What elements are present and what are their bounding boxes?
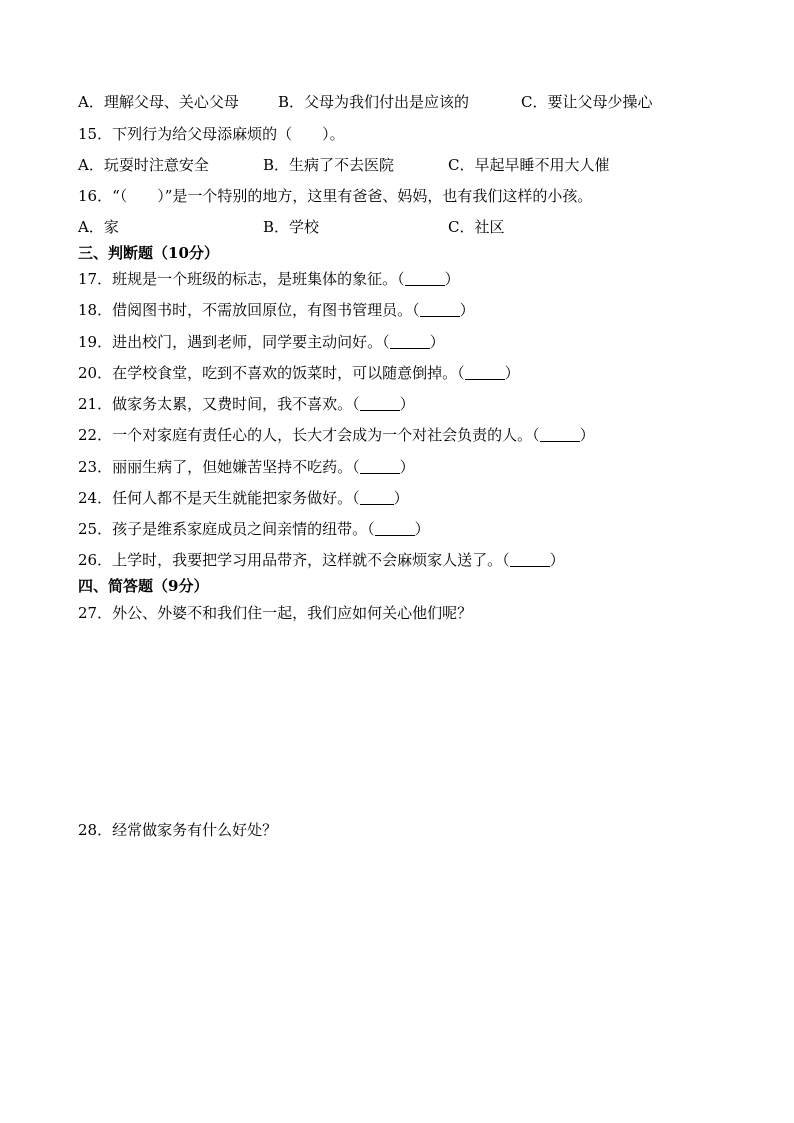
question-16-stem: 16．“（ ）”是一个特别的地方，这里有爸爸、妈妈，也有我们这样的小孩。	[78, 187, 593, 205]
section-4-title: 四、简答题（9分）	[78, 577, 209, 595]
item-text: 24．任何人都不是天生就能把家务做好。（	[78, 489, 360, 507]
answer-blank[interactable]	[405, 271, 445, 286]
item-text: 20．在学校食堂，吃到不喜欢的饭菜时，可以随意倒掉。（	[78, 364, 465, 382]
item-end: ）	[459, 301, 475, 319]
item-end: ）	[414, 520, 430, 538]
item-text: 22．一个对家庭有责任心的人，长大才会成为一个对社会负责的人。（	[78, 426, 540, 444]
item-text: 23．丽丽生病了，但她嫌苦坚持不吃药。（	[78, 458, 360, 476]
judgment-item-18	[78, 300, 475, 320]
item-end: ）	[429, 333, 445, 351]
option-c: C．早起早睡不用大人催	[448, 156, 610, 174]
judgment-item-21	[78, 394, 415, 414]
answer-blank[interactable]	[540, 427, 580, 442]
item-end: ）	[504, 364, 520, 382]
judgment-item-20	[78, 363, 520, 383]
item-end: ）	[399, 395, 415, 413]
answer-blank[interactable]	[360, 490, 394, 505]
item-text: 18．借阅图书时，不需放回原位，有图书管理员。（	[78, 301, 420, 319]
option-a: A．理解父母、关心父母	[78, 93, 239, 111]
option-a: A．家	[78, 218, 119, 236]
answer-blank[interactable]	[360, 396, 400, 411]
option-c: C．要让父母少操心	[521, 93, 653, 111]
item-text: 21．做家务太累，又费时间，我不喜欢。（	[78, 395, 360, 413]
option-b: B．学校	[263, 218, 320, 236]
judgment-item-22	[78, 425, 595, 445]
question-27: 27．外公、外婆不和我们住一起，我们应如何关心他们呢？	[78, 604, 473, 622]
answer-blank[interactable]	[510, 552, 550, 567]
item-text: 19．进出校门，遇到老师，同学要主动问好。（	[78, 333, 390, 351]
answer-blank[interactable]	[375, 521, 415, 536]
item-end: ）	[393, 489, 409, 507]
item-text: 26．上学时，我要把学习用品带齐，这样就不会麻烦家人送了。（	[78, 551, 510, 569]
option-b: B．生病了不去医院	[263, 156, 395, 174]
answer-blank[interactable]	[390, 334, 430, 349]
item-end: ）	[579, 426, 595, 444]
judgment-item-24	[78, 488, 409, 508]
judgment-item-25	[78, 519, 430, 539]
section-3-title: 三、判断题（10分）	[78, 244, 219, 262]
judgment-item-23	[78, 457, 415, 477]
option-a: A．玩耍时注意安全	[78, 156, 209, 174]
judgment-item-17	[78, 269, 460, 289]
option-b: B．父母为我们付出是应该的	[278, 93, 470, 111]
item-end: ）	[549, 551, 565, 569]
answer-blank[interactable]	[420, 302, 460, 317]
judgment-item-19	[78, 332, 445, 352]
item-text: 25．孩子是维系家庭成员之间亲情的纽带。（	[78, 520, 375, 538]
item-text: 17．班规是一个班级的标志，是班集体的象征。（	[78, 270, 405, 288]
answer-blank[interactable]	[465, 365, 505, 380]
item-end: ）	[399, 458, 415, 476]
item-end: ）	[444, 270, 460, 288]
judgment-item-26	[78, 550, 565, 570]
option-c: C．社区	[448, 218, 505, 236]
answer-blank[interactable]	[360, 459, 400, 474]
question-15-stem: 15．下列行为给父母添麻烦的（ ）。	[78, 125, 345, 143]
question-28: 28．经常做家务有什么好处？	[78, 821, 278, 839]
